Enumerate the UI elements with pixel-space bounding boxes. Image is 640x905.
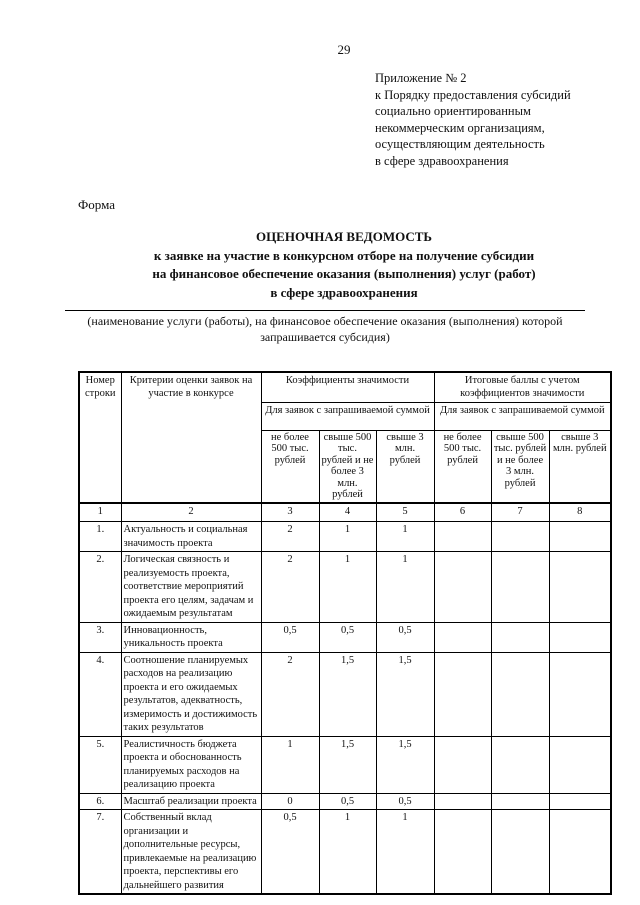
header-amount-col: свыше 500 тыс. рублей и не более 3 млн. рублей bbox=[319, 430, 376, 503]
header-amount-col: свыше 3 млн. рублей bbox=[376, 430, 434, 503]
coefficient-cell: 1 bbox=[319, 522, 376, 552]
coefficient-cell: 0,5 bbox=[319, 793, 376, 810]
total-cell bbox=[549, 552, 611, 623]
title-line: на финансовое обеспечение оказания (выполнения) услуг (работ) bbox=[152, 266, 536, 282]
title-line: ОЦЕНОЧНАЯ ВЕДОМОСТЬ bbox=[255, 229, 433, 244]
evaluation-table bbox=[78, 371, 612, 896]
coefficient-cell: 0,5 bbox=[376, 793, 434, 810]
form-label: Форма bbox=[78, 197, 115, 212]
row-number-cell: 6. bbox=[79, 793, 121, 810]
appendix-line: осуществляющим деятельность bbox=[375, 137, 545, 151]
appendix-line: социально ориентированным bbox=[375, 104, 531, 118]
blank-line-caption: (наименование услуги (работы), на финансовое обеспечение оказания (выполнения) которой запрашивается субсидия) bbox=[87, 313, 563, 344]
document-title bbox=[78, 228, 610, 303]
coefficient-cell: 1 bbox=[319, 810, 376, 895]
column-index: 2 bbox=[121, 503, 261, 522]
header-amount-group: Для заявок с запрашиваемой суммой bbox=[261, 402, 434, 430]
appendix-line: к Порядку предоставления субсидий bbox=[375, 87, 571, 102]
title-line: в сфере здравоохранения bbox=[270, 285, 418, 301]
table-row bbox=[79, 810, 611, 895]
column-index: 8 bbox=[549, 503, 611, 522]
total-cell bbox=[491, 810, 549, 895]
column-index: 3 bbox=[261, 503, 319, 522]
criteria-cell: Логическая связность и реализуемость проекта, соответствие мероприятий проекта его целям, задачам и ожидаемым результатам bbox=[121, 552, 261, 623]
appendix-line: в сфере здравоохранения bbox=[375, 153, 509, 168]
header-row-number: Номер строки bbox=[79, 372, 121, 503]
row-number-cell: 7. bbox=[79, 810, 121, 895]
appendix-line: некоммерческим организациям, bbox=[375, 120, 545, 135]
coefficient-cell: 2 bbox=[261, 652, 319, 736]
criteria-cell: Актуальность и социальная значимость проекта bbox=[121, 522, 261, 552]
coefficient-cell: 1,5 bbox=[319, 736, 376, 793]
total-cell bbox=[549, 793, 611, 810]
column-index: 1 bbox=[79, 503, 121, 522]
total-cell bbox=[434, 552, 491, 623]
coefficient-cell: 0 bbox=[261, 793, 319, 810]
coefficient-cell: 1 bbox=[261, 736, 319, 793]
coefficient-cell: 1 bbox=[376, 810, 434, 895]
appendix-line: Приложение № 2 bbox=[375, 71, 467, 85]
coefficient-cell: 1 bbox=[376, 522, 434, 552]
header-amount-col: не более 500 тыс. рублей bbox=[261, 430, 319, 503]
coefficient-cell: 0,5 bbox=[261, 622, 319, 652]
header-coefficients-group: Коэффициенты значимости bbox=[261, 372, 434, 403]
total-cell bbox=[434, 652, 491, 736]
total-cell bbox=[549, 622, 611, 652]
coefficient-cell: 0,5 bbox=[261, 810, 319, 895]
total-cell bbox=[434, 522, 491, 552]
header-totals-group: Итоговые баллы с учетом коэффициентов значимости bbox=[434, 372, 611, 403]
coefficient-cell: 1,5 bbox=[319, 652, 376, 736]
total-cell bbox=[491, 552, 549, 623]
header-criteria: Критерии оценки заявок на участие в конкурсе bbox=[121, 372, 261, 503]
total-cell bbox=[491, 522, 549, 552]
total-cell bbox=[491, 622, 549, 652]
coefficient-cell: 1,5 bbox=[376, 736, 434, 793]
criteria-cell: Собственный вклад организации и дополнительные ресурсы, привлекаемые на реализацию проекта, перспективы его дальнейшего развития bbox=[121, 810, 261, 895]
column-index: 4 bbox=[319, 503, 376, 522]
total-cell bbox=[434, 810, 491, 895]
column-index-row bbox=[79, 503, 611, 522]
header-amount-col: свыше 3 млн. рублей bbox=[549, 430, 611, 503]
total-cell bbox=[434, 793, 491, 810]
service-name-blank-line bbox=[65, 310, 585, 311]
total-cell bbox=[491, 793, 549, 810]
total-cell bbox=[491, 736, 549, 793]
title-line: к заявке на участие в конкурсном отборе на получение субсидии bbox=[153, 247, 535, 263]
table-row bbox=[79, 793, 611, 810]
total-cell bbox=[434, 736, 491, 793]
coefficient-cell: 1 bbox=[319, 552, 376, 623]
total-cell bbox=[549, 736, 611, 793]
coefficient-cell: 1,5 bbox=[376, 652, 434, 736]
header-amount-col: не более 500 тыс. рублей bbox=[434, 430, 491, 503]
appendix-block bbox=[375, 70, 610, 169]
total-cell bbox=[491, 652, 549, 736]
row-number-cell: 5. bbox=[79, 736, 121, 793]
page-number: 29 bbox=[337, 42, 351, 57]
criteria-cell: Масштаб реализации проекта bbox=[121, 793, 261, 810]
header-amount-col: свыше 500 тыс. рублей и не более 3 млн. рублей bbox=[491, 430, 549, 503]
column-index: 5 bbox=[376, 503, 434, 522]
column-index: 7 bbox=[491, 503, 549, 522]
total-cell bbox=[549, 810, 611, 895]
table-row bbox=[79, 622, 611, 652]
table-row bbox=[79, 552, 611, 623]
row-number-cell: 4. bbox=[79, 652, 121, 736]
total-cell bbox=[434, 622, 491, 652]
criteria-cell: Соотношение планируемых расходов на реализацию проекта и его ожидаемых результатов, адекватность, измеримость и достижимость таких результатов bbox=[121, 652, 261, 736]
page-content bbox=[78, 0, 610, 895]
table-row bbox=[79, 522, 611, 552]
column-index: 6 bbox=[434, 503, 491, 522]
coefficient-cell: 1 bbox=[376, 552, 434, 623]
row-number-cell: 3. bbox=[79, 622, 121, 652]
total-cell bbox=[549, 652, 611, 736]
header-amount-group: Для заявок с запрашиваемой суммой bbox=[434, 402, 611, 430]
coefficient-cell: 2 bbox=[261, 522, 319, 552]
criteria-cell: Реалистичность бюджета проекта и обоснованность планируемых расходов на реализацию проекта bbox=[121, 736, 261, 793]
criteria-cell: Инновационность, уникальность проекта bbox=[121, 622, 261, 652]
total-cell bbox=[549, 522, 611, 552]
table-row bbox=[79, 736, 611, 793]
header-group-row bbox=[79, 372, 611, 403]
coefficient-cell: 0,5 bbox=[319, 622, 376, 652]
table-row bbox=[79, 652, 611, 736]
row-number-cell: 2. bbox=[79, 552, 121, 623]
coefficient-cell: 0,5 bbox=[376, 622, 434, 652]
coefficient-cell: 2 bbox=[261, 552, 319, 623]
row-number-cell: 1. bbox=[79, 522, 121, 552]
